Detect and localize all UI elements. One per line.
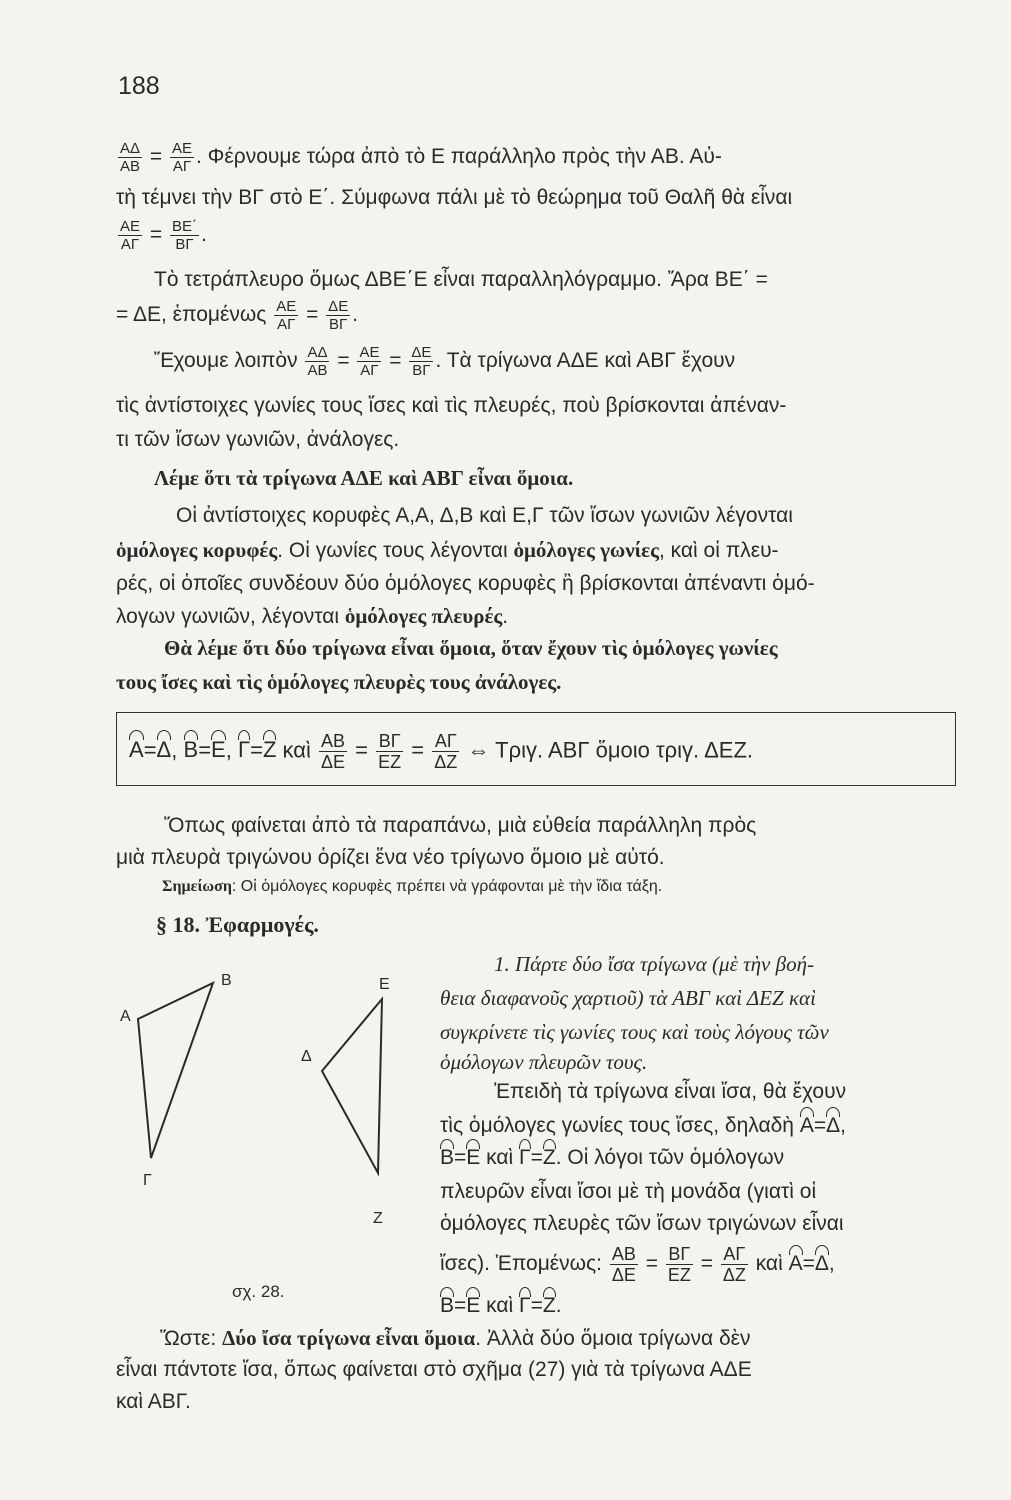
text-line: τὶς ἀντίστοιχες γωνίες τους ἴσες καὶ τὶς πλευρές, ποὺ βρίσκονται ἀπέναν- bbox=[116, 394, 787, 417]
triangle-abg bbox=[138, 983, 213, 1158]
text-line: τὴ τέμνει τὴν ΒΓ στὸ Ε΄. Σύμφωνα πάλι μὲ τὸ θεώρημα τοῦ Θαλῆ θὰ εἶναι bbox=[116, 186, 793, 209]
iff-symbol: ⇔ bbox=[467, 737, 490, 763]
fraction: $\frac{A\Delta}{AB}$ bbox=[120, 140, 141, 175]
text-line: Ὥστε: Δύο ἴσα τρίγωνα εἶναι ὅμοια. Ἀλλὰ δύο ὅμοια τρίγωνα δὲν bbox=[160, 1326, 751, 1350]
fraction: $\frac{B\Gamma}{EZ}$ bbox=[667, 1244, 691, 1285]
text-line: Ἔχουμε λοιπὸν $\frac{A\Delta}{AB}$ = $\frac{AE}{A\Gamma}$ = $\frac{\Delta E}{B\Gamma}$ . Τὰ τρίγωνα ΑΔΕ καὶ ΑΒΓ ἔχουν bbox=[154, 344, 736, 379]
vertex-label: Ε bbox=[379, 976, 390, 993]
text-line: Λέμε ὅτι τὰ τρίγωνα ΑΔΕ καὶ ΑΒΓ εἶναι ὅμοια. bbox=[154, 466, 574, 490]
text-line: = ΔΕ, ἑπομένως $\frac{AE}{A\Gamma}$ = $\frac{\Delta E}{B\Gamma}$ . bbox=[116, 298, 359, 333]
text-line: τὶς ὁμόλογες γωνίες τους ἴσες, δηλαδὴ Α=Δ, bbox=[440, 1114, 846, 1137]
fraction: $\frac{A\Gamma}{\Delta Z}$ bbox=[722, 1244, 746, 1285]
fraction: $\frac{AB}{\Delta E}$ bbox=[321, 731, 346, 772]
text-line: ὁμόλογες πλευρὲς τῶν ἴσων τριγώνων εἶναι bbox=[440, 1212, 844, 1235]
fraction: $\frac{AE}{A\Gamma}$ bbox=[276, 298, 297, 333]
definition-box: Α=Δ, Β=Ε, Γ=Ζ καὶ $\frac{AB}{\Delta E}$ = $\frac{B\Gamma}{EZ}$ = $\frac{A\Gamma}{\Delta Z}$ ⇔ Τριγ. ΑΒΓ ὅμοιο τριγ. ΔΕΖ. bbox=[116, 712, 956, 786]
fraction: $\frac{\Delta E}{B\Gamma}$ bbox=[411, 344, 432, 379]
text-line: Β=Ε καὶ Γ=Ζ. bbox=[440, 1294, 562, 1317]
text-line: συγκρίνετε τὶς γωνίες τους καὶ τοὺς λόγους τῶν bbox=[440, 1020, 829, 1044]
text-line: ὁμόλογες κορυφές. Οἱ γωνίες τους λέγονται ὁμόλογες γωνίες, καὶ οἱ πλευ- bbox=[116, 538, 779, 562]
text-line: Β=Ε καὶ Γ=Ζ. Οἱ λόγοι τῶν ὁμόλογων bbox=[440, 1146, 785, 1169]
text-line: εἶναι πάντοτε ἴσα, ὅπως φαίνεται στὸ σχῆμα (27) γιὰ τὰ τρίγωνα ΑΔΕ bbox=[116, 1358, 752, 1381]
text-line: τι τῶν ἴσων γωνιῶν, ἀνάλογες. bbox=[116, 428, 400, 451]
text-line: $\frac{A\Delta}{AB}$ = $\frac{AE}{A\Gamma}$ . Φέρνουμε τώρα ἀπὸ τὸ Ε παράλληλο πρὸς τὴν ΑΒ. Αὐ- bbox=[120, 140, 722, 175]
fraction: $\frac{\Delta E}{B\Gamma}$ bbox=[328, 298, 349, 333]
vertex-label: Ζ bbox=[373, 1210, 383, 1227]
text-line: Ὅπως φαίνεται ἀπὸ τὰ παραπάνω, μιὰ εὐθεία παράλληλη πρὸς bbox=[164, 814, 757, 837]
fraction: $\frac{AB}{\Delta E}$ bbox=[611, 1244, 636, 1285]
vertex-label: Α bbox=[120, 1008, 131, 1025]
fraction: $\frac{AE}{A\Gamma}$ bbox=[120, 218, 141, 253]
fraction: $\frac{BE΄}{B\Gamma}$ bbox=[171, 218, 197, 253]
text-line: Θὰ λέμε ὅτι δύο τρίγωνα εἶναι ὅμοια, ὅταν ἔχουν τὶς ὁμόλογες γωνίες bbox=[164, 636, 778, 660]
fraction: $\frac{A\Delta}{AB}$ bbox=[307, 344, 328, 379]
text-line: ὁμόλογων πλευρῶν τους. bbox=[440, 1050, 648, 1074]
text-line: θεια διαφανοῦς χαρτιοῦ) τὰ ΑΒΓ καὶ ΔΕΖ καὶ bbox=[440, 986, 816, 1010]
fraction: $\frac{B\Gamma}{EZ}$ bbox=[378, 731, 402, 772]
text-line: ἴσες). Ἑπομένως: $\frac{AB}{\Delta E}$ = $\frac{B\Gamma}{EZ}$ = $\frac{A\Gamma}{\Delta Z}$ καὶ Α=Δ, bbox=[440, 1244, 835, 1285]
text-line: μιὰ πλευρὰ τριγώνου ὁρίζει ἕνα νέο τρίγωνο ὅμοιο μὲ αὐτό. bbox=[116, 846, 665, 869]
vertex-label: Β bbox=[221, 972, 232, 989]
text-line: ρές, οἱ ὁποῖες συνδέουν δύο ὁμόλογες κορυφὲς ἢ βρίσκονται ἀπέναντι ὁμό- bbox=[116, 572, 815, 595]
text-line: $\frac{AE}{A\Gamma}$ = $\frac{BE΄}{B\Gamma}$ . bbox=[120, 218, 207, 253]
text-line: καὶ ΑΒΓ. bbox=[116, 1390, 191, 1413]
triangles-figure bbox=[110, 970, 410, 1210]
text-line: 1. Πάρτε δύο ἴσα τρίγωνα (μὲ τὴν βοή- bbox=[494, 952, 814, 976]
section-heading: § 18. Ἐφαρμογές. bbox=[156, 912, 319, 937]
fraction: $\frac{A\Gamma}{\Delta Z}$ bbox=[434, 731, 458, 772]
text-line: πλευρῶν εἶναι ἴσοι μὲ τὴ μονάδα (γιατὶ οἱ bbox=[440, 1180, 817, 1203]
vertex-label: Δ bbox=[301, 1048, 312, 1065]
vertex-label: Γ bbox=[143, 1172, 152, 1189]
figure-caption: σχ. 28. bbox=[232, 1282, 285, 1301]
note: Σημείωση: Οἱ ὁμόλογες κορυφὲς πρέπει νὰ γράφονται μὲ τὴν ἴδια τάξη. bbox=[162, 878, 663, 895]
text-line: λογων γωνιῶν, λέγονται ὁμόλογες πλευρές. bbox=[116, 604, 509, 628]
page-number: 188 bbox=[118, 72, 160, 100]
text-line: Τὸ τετράπλευρο ὅμως ΔΒΕ΄Ε εἶναι παραλληλόγραμμο. Ἄρα ΒΕ΄ = bbox=[154, 268, 768, 291]
fraction: $\frac{AE}{A\Gamma}$ bbox=[359, 344, 380, 379]
fraction: $\frac{AE}{A\Gamma}$ bbox=[171, 140, 192, 175]
triangle-dez bbox=[322, 999, 382, 1173]
text-line: τους ἴσες καὶ τὶς ὁμόλογες πλευρὲς τους ἀνάλογες. bbox=[116, 670, 562, 694]
text-line: Ἐπειδὴ τὰ τρίγωνα εἶναι ἴσα, θὰ ἔχουν bbox=[494, 1080, 847, 1103]
text-line: Οἱ ἀντίστοιχες κορυφὲς Α,Α, Δ,Β καὶ Ε,Γ τῶν ἴσων γωνιῶν λέγονται bbox=[176, 504, 793, 527]
